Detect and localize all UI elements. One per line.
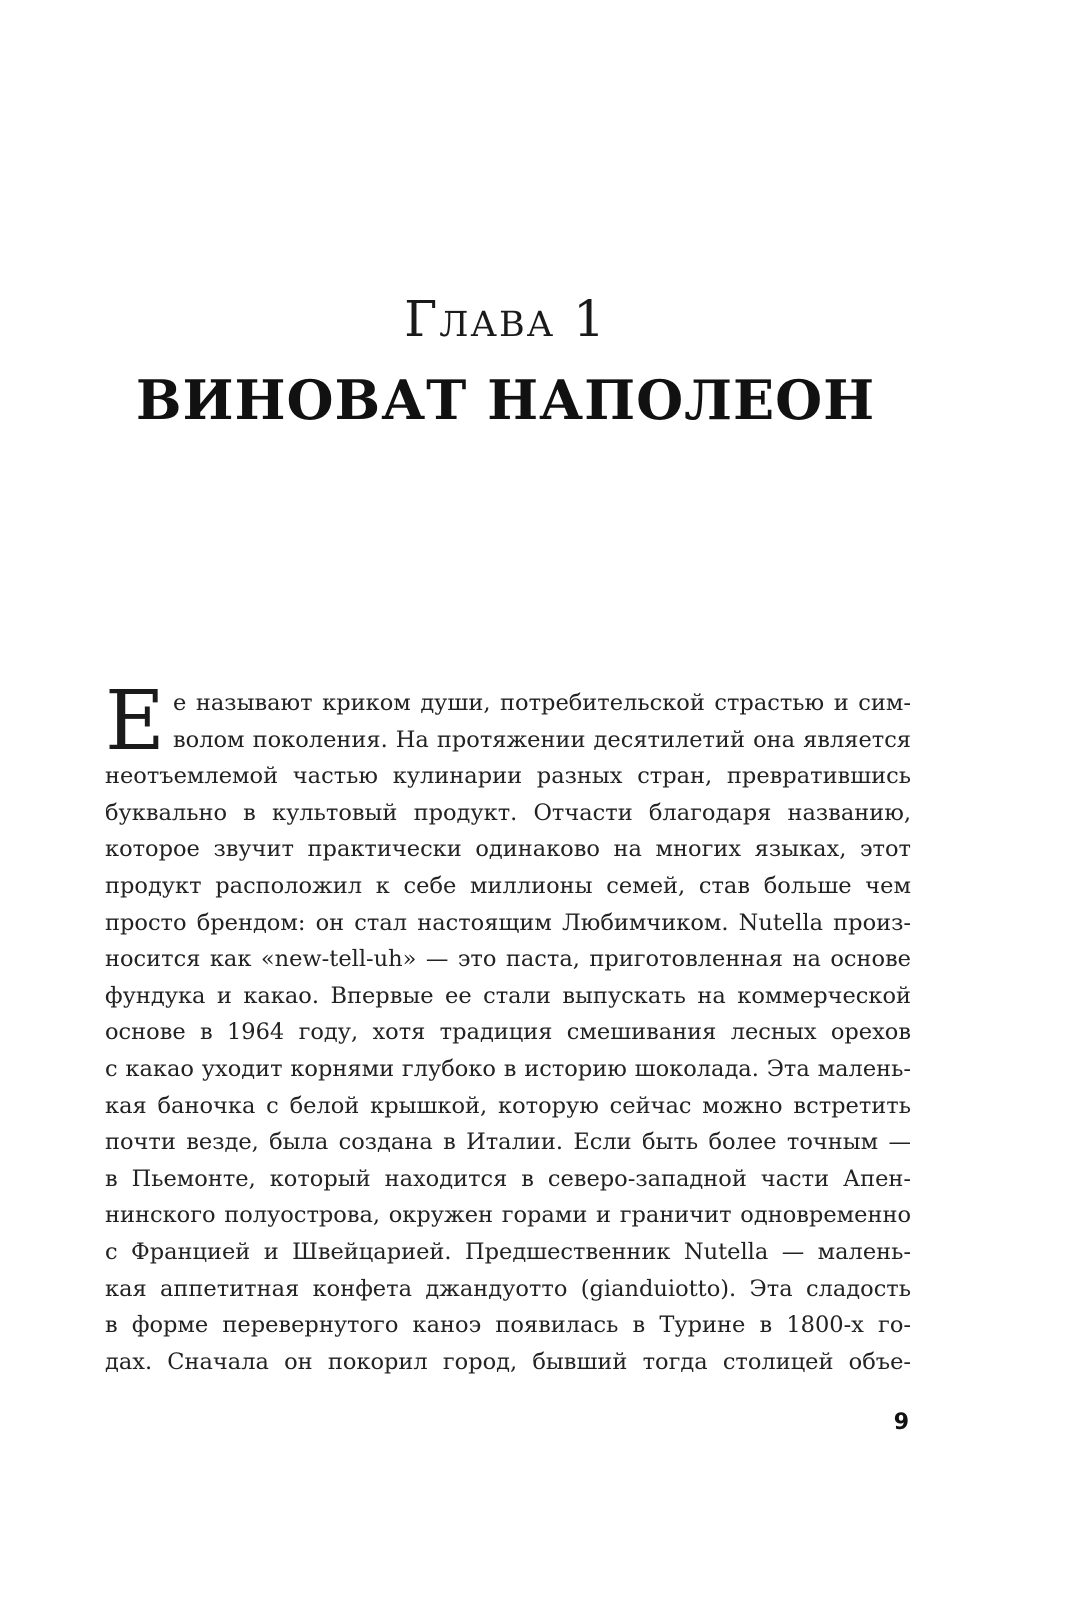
text-line: волом поколения. На протяжении десятилетий она является — [173, 726, 911, 753]
text-line: нинского полуострова, окружен горами и граничит одновременно — [105, 1202, 911, 1229]
chapter-body — [105, 674, 911, 1380]
drop-cap: Е — [105, 674, 165, 769]
text-line: с какао уходит корнями глубоко в историю шоколада. Эта малень- — [105, 1055, 911, 1082]
chapter-title: ВИНОВАТ НАПОЛЕОН — [135, 368, 876, 432]
text-line: основе в 1964 году, хотя традиция смешивания лесных орехов — [105, 1019, 911, 1046]
text-line: которое звучит практически одинаково на многих языках, этот — [105, 836, 911, 863]
text-line: почти везде, была создана в Италии. Если быть более точным — — [105, 1129, 911, 1156]
text-line: кая аппетитная конфета джандуотто (gianduiotto). Эта сладость — [105, 1275, 911, 1302]
text-line: кая баночка с белой крышкой, которую сейчас можно встретить — [105, 1092, 911, 1119]
page-number: 9 — [893, 1410, 909, 1435]
text-line: носится как «new-tell-uh» — это паста, приготовленная на основе — [105, 946, 911, 973]
text-line: с Францией и Швейцарией. Предшественник Nutella — малень- — [105, 1238, 911, 1265]
text-line: фундука и какао. Впервые ее стали выпускать на коммерческой — [105, 982, 911, 1009]
text-line: неотъемлемой частью кулинарии разных стран, превратившись — [105, 763, 911, 790]
text-line: просто брендом: он стал настоящим Любимчиком. Nutella произ- — [105, 909, 911, 936]
text-line: дах. Сначала он покорил город, бывший тогда столицей объе- — [105, 1348, 911, 1375]
text-line: в Пьемонте, который находится в северо-западной части Апен- — [105, 1165, 911, 1192]
chapter-number: Глава 1 — [404, 290, 607, 348]
text-line: е называют криком души, потребительской страстью и сим- — [173, 690, 911, 716]
text-line: в форме перевернутого каноэ появилась в Турине в 1800-х го- — [105, 1312, 911, 1339]
text-line: буквально в культовый продукт. Отчасти благодаря названию, — [105, 799, 911, 826]
text-line: продукт расположил к себе миллионы семей, став больше чем — [105, 872, 911, 899]
